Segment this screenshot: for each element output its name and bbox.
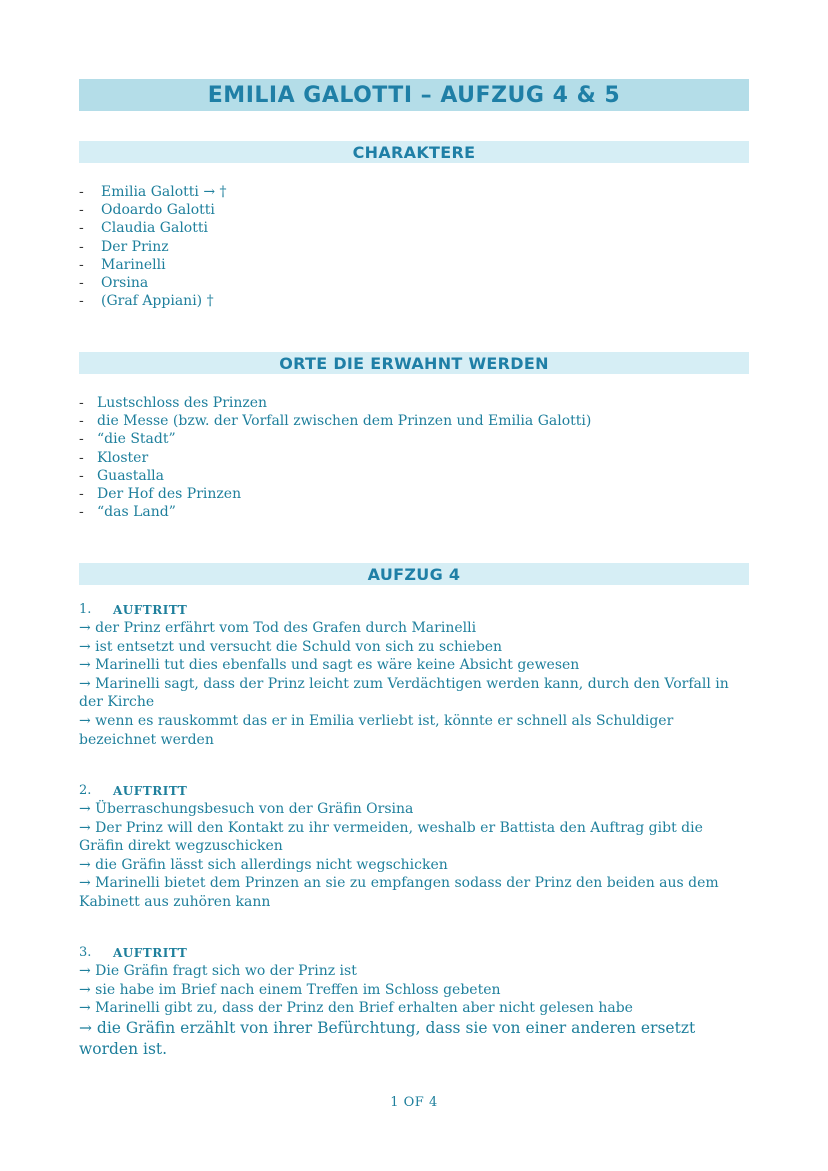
title-banner	[79, 79, 749, 111]
text-line: → die Gräfin lässt sich allerdings nicht wegschicken	[79, 856, 448, 873]
text-line: → der Prinz erfährt vom Tod des Grafen durch Marinelli	[79, 620, 477, 636]
text-line: → die Gräfin erzählt von ihrer Befürchtung, dass sie von einer anderen ersetzt	[79, 1018, 696, 1037]
list-item: - Odoardo Galotti	[79, 202, 215, 219]
list-item: - Guastalla	[79, 467, 165, 484]
places-header	[79, 352, 749, 374]
places-list	[79, 394, 591, 521]
list-item: - Claudia Galotti	[79, 220, 208, 237]
text-line: → Überraschungsbesuch von der Gräfin Orsina	[79, 801, 414, 817]
list-item: - die Messe (bzw. der Vorfall zwischen dem Prinzen und Emilia Galotti)	[79, 413, 592, 430]
aufzug4-heading: AUFZUG 4	[367, 564, 461, 584]
auftritt-1	[79, 601, 759, 749]
auftritt-3	[79, 944, 759, 1060]
page-number: 1 OF 4	[390, 1095, 438, 1110]
text-line: → Marinelli bietet dem Prinzen an sie zu empfangen sodass der Prinz den beiden aus dem	[79, 875, 719, 892]
list-item: - Kloster	[79, 449, 149, 466]
list-item: - Emilia Galotti → †	[79, 184, 227, 200]
document-title: EMILIA GALOTTI – AUFZUG 4 & 5	[207, 82, 621, 108]
list-item: - (Graf Appiani) †	[79, 293, 214, 310]
text-line: bezeichnet werden	[79, 731, 214, 748]
text-line: → Der Prinz will den Kontakt zu ihr vermeiden, weshalb er Battista den Auftrag gibt die	[79, 819, 703, 836]
characters-header	[79, 141, 749, 163]
auftritt-heading: 2. AUFTRITT	[79, 783, 188, 798]
list-item: - “die Stadt”	[79, 431, 176, 448]
text-line: Kabinett aus zuhören kann	[79, 893, 271, 910]
auftritt-heading: 1. AUFTRITT	[79, 602, 188, 617]
list-item: - Orsina	[79, 275, 149, 292]
places-heading: ORTE DIE ERWAHNT WERDEN	[279, 353, 549, 373]
text-line: der Kirche	[79, 694, 155, 711]
aufzug4-header	[79, 563, 749, 585]
list-item: - “das Land”	[79, 504, 176, 521]
text-line: → Marinelli tut dies ebenfalls und sagt es wäre keine Absicht gewesen	[79, 657, 580, 674]
text-line: → sie habe im Brief nach einem Treffen im Schloss gebeten	[79, 981, 501, 998]
list-item: - Der Hof des Prinzen	[79, 486, 242, 503]
text-line: worden ist.	[79, 1039, 168, 1058]
text-line: → wenn es rauskommt das er in Emilia verliebt ist, könnte er schnell als Schuldiger	[79, 712, 674, 729]
auftritt-2	[79, 782, 759, 912]
list-item: - Lustschloss des Prinzen	[79, 395, 268, 411]
text-line: → Die Gräfin fragt sich wo der Prinz ist	[79, 963, 357, 979]
text-line: → ist entsetzt und versucht die Schuld von sich zu schieben	[79, 638, 503, 655]
list-item: - Marinelli	[79, 256, 166, 273]
text-line: → Marinelli gibt zu, dass der Prinz den Brief erhalten aber nicht gelesen habe	[79, 1000, 633, 1017]
text-line: Gräfin direkt wegzuschicken	[79, 838, 283, 855]
characters-heading: CHARAKTERE	[352, 142, 476, 162]
list-item: - Der Prinz	[79, 238, 169, 255]
text-line: → Marinelli sagt, dass der Prinz leicht zum Verdächtigen werden kann, durch den Vorfall in	[79, 675, 729, 692]
characters-list	[79, 183, 227, 310]
auftritt-heading: 3. AUFTRITT	[79, 945, 188, 960]
